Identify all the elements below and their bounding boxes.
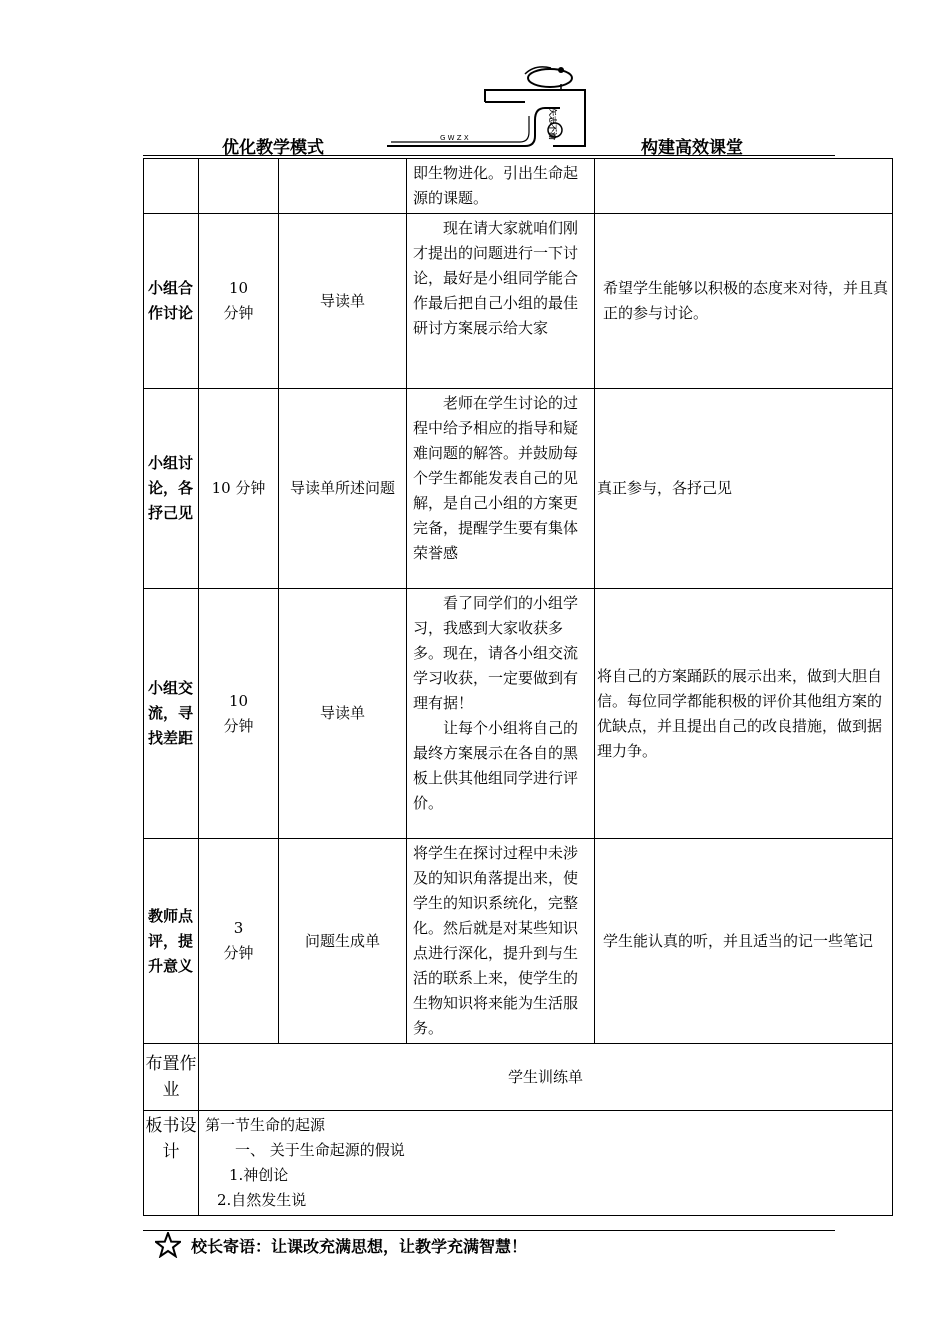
student-activity-cell: 希望学生能够以积极的态度来对待，并且真正的参与讨论。 [595, 214, 893, 389]
material-cell: 导读单 [279, 214, 407, 389]
teacher-activity-cell: 看了同学们的小组学习，我感到大家收获多多。现在，请各小组交流学习收获，一定要做到有理有据！ 让每个小组将自己的最终方案展示在各自的黑板上供其他组同学进行评价。 [407, 589, 595, 839]
board-design-content: 第一节生命的起源 一、 关于生命起源的假说 1.神创论 2.自然发生说 [199, 1111, 893, 1216]
table-row [144, 1044, 893, 1111]
table-row [144, 214, 893, 389]
time-cell: 10 分钟 [199, 589, 279, 839]
homework-content: 学生训练单 [199, 1044, 893, 1111]
material-cell: 导读单所述问题 [279, 389, 407, 589]
stage-cell: 小组交流，寻找差距 [144, 589, 199, 839]
svg-text:G W Z X: G W Z X [440, 134, 469, 142]
table-row [144, 159, 893, 214]
board-design-label: 板书设计 [144, 1111, 199, 1216]
school-logo [385, 60, 590, 156]
material-cell: 问题生成单 [279, 839, 407, 1044]
header-rule [143, 155, 835, 156]
principal-motto: 校长寄语：让课改充满思想，让教学充满智慧！ [191, 1236, 528, 1256]
header-right-title: 构建高效课堂 [641, 138, 743, 158]
time-cell: 10 分钟 [199, 214, 279, 389]
lesson-plan-table [143, 158, 893, 1216]
stage-cell: 小组讨论，各抒己见 [144, 389, 199, 589]
time-cell: 3 分钟 [199, 839, 279, 1044]
time-cell: 10 分钟 [199, 389, 279, 589]
footer [155, 1232, 527, 1258]
table-row [144, 589, 893, 839]
teacher-activity-cell: 老师在学生讨论的过程中给予相应的指导和疑难问题的解答。并鼓励每个学生都能发表自己的见解，是自己小组的方案更完备，提醒学生要有集体荣誉感 [407, 389, 595, 589]
teacher-activity-cell: 即生物进化。引出生命起源的课题。 [407, 159, 595, 214]
svg-text:矢志不渝: 矢志不渝 [548, 108, 557, 140]
student-activity-cell: 将自己的方案踊跃的展示出来，做到大胆自信。每位同学都能积极的评价其他组方案的优缺点，并且提出自己的改良措施，做到据理力争。 [595, 589, 893, 839]
table-row [144, 389, 893, 589]
star-icon [155, 1232, 181, 1258]
header-left-title: 优化教学模式 [222, 138, 324, 158]
table-row [144, 839, 893, 1044]
material-cell: 导读单 [279, 589, 407, 839]
stage-cell: 小组合作讨论 [144, 214, 199, 389]
footer-rule [143, 1230, 835, 1231]
stage-cell: 教师点评，提升意义 [144, 839, 199, 1044]
student-activity-cell: 真正参与，各抒己见 [595, 389, 893, 589]
teacher-activity-cell: 现在请大家就咱们刚才提出的问题进行一下讨论，最好是小组同学能合作最后把自己小组的最佳研讨方案展示给大家 [407, 214, 595, 389]
student-activity-cell: 学生能认真的听，并且适当的记一些笔记 [595, 839, 893, 1044]
homework-label: 布置作业 [144, 1044, 199, 1111]
table-row [144, 1111, 893, 1216]
teacher-activity-cell: 将学生在探讨过程中未涉及的知识角落提出来，使学生的知识系统化，完整化。然后就是对某些知识点进行深化，提升到与生活的联系上来，使学生的生物知识将来能为生活服务。 [407, 839, 595, 1044]
